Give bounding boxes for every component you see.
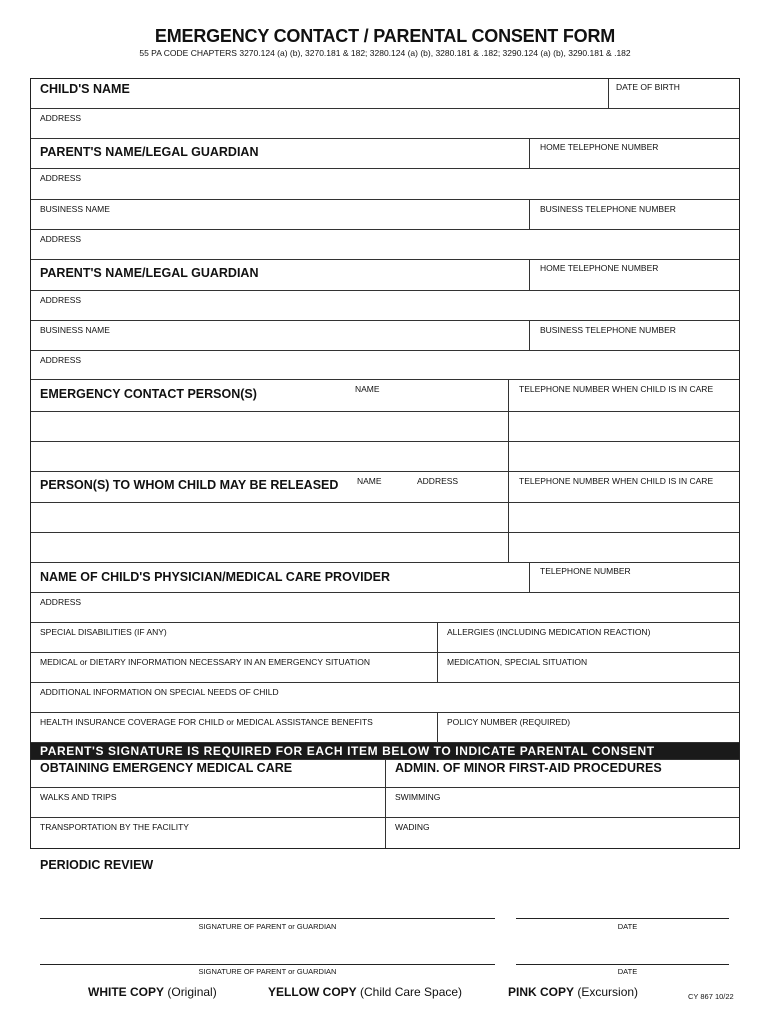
parent2-business-row <box>31 321 739 351</box>
yellow-copy-note <box>268 985 462 999</box>
parent1-business-label: BUSINESS NAME <box>40 204 110 214</box>
form-grid <box>30 78 740 849</box>
white-copy-purpose: (Original) <box>167 985 217 999</box>
form-title: EMERGENCY CONTACT / PARENTAL CONSENT FORM <box>154 26 616 46</box>
swimming-label: SWIMMING <box>395 792 441 802</box>
dietary-medication-row <box>31 653 739 683</box>
yellow-copy-label: YELLOW COPY <box>268 985 357 999</box>
swimming-consent-field[interactable] <box>385 788 739 817</box>
physician-phone-field[interactable] <box>529 563 739 592</box>
form-number: CY 867 10/22 <box>688 992 734 1001</box>
signature-2-label: SIGNATURE OF PARENT or GUARDIAN <box>198 967 337 976</box>
physician-address-label: ADDRESS <box>40 597 82 607</box>
signature-1-label: SIGNATURE OF PARENT or GUARDIAN <box>198 922 337 931</box>
signature-line-2[interactable] <box>40 964 495 965</box>
parent2-home-phone-label: HOME TELEPHONE NUMBER <box>540 263 659 273</box>
transportation-consent-field[interactable] <box>31 818 385 848</box>
date-line-2[interactable] <box>516 964 729 965</box>
release-phone-label: TELEPHONE NUMBER WHEN CHILD IS IN CARE <box>519 476 714 486</box>
release-name-label: NAME <box>357 476 382 486</box>
parent1-business-phone-field[interactable] <box>529 200 739 229</box>
additional-info-label: ADDITIONAL INFORMATION ON SPECIAL NEEDS OF CHILD <box>40 687 279 697</box>
white-copy-label: WHITE COPY <box>88 985 165 999</box>
white-copy-note <box>88 985 217 999</box>
wading-consent-field[interactable] <box>385 818 739 848</box>
parent1-home-phone-field[interactable] <box>529 139 739 168</box>
regulation-citation: 55 PA CODE CHAPTERS 3270.124 (a) (b), 3270.181 & 182; 3280.124 (a) (b), 3280.181 & .182; 3290.124 (a) (b), 3290.181 & .182 <box>139 48 631 58</box>
parent2-business-phone-field[interactable] <box>529 321 739 350</box>
parent2-name-label: PARENT'S NAME/LEGAL GUARDIAN <box>40 266 259 280</box>
emergency-name-label: NAME <box>355 384 380 394</box>
medication-field[interactable] <box>437 653 739 682</box>
parent2-name-row <box>31 260 739 291</box>
parent1-business-address-field[interactable] <box>31 230 739 260</box>
disabilities-field[interactable] <box>31 623 437 652</box>
date-of-birth-label: DATE OF BIRTH <box>616 82 680 92</box>
emergency-contact-heading: EMERGENCY CONTACT PERSON(S) <box>40 387 257 401</box>
date-1-label: DATE <box>617 922 638 931</box>
insurance-row <box>31 713 739 743</box>
emergency-care-consent-field[interactable] <box>31 760 385 787</box>
release-address-label: ADDRESS <box>417 476 459 486</box>
wading-label: WADING <box>395 822 430 832</box>
yellow-copy-purpose: (Child Care Space) <box>360 985 463 999</box>
emergency-care-label: OBTAINING EMERGENCY MEDICAL CARE <box>40 761 293 775</box>
policy-number-label: POLICY NUMBER (REQUIRED) <box>447 717 571 727</box>
physician-phone-label: TELEPHONE NUMBER <box>540 566 631 576</box>
transportation-label: TRANSPORTATION BY THE FACILITY <box>40 822 189 832</box>
child-address-field[interactable] <box>31 109 739 139</box>
allergies-field[interactable] <box>437 623 739 652</box>
medication-label: MEDICATION, SPECIAL SITUATION <box>447 657 588 667</box>
policy-number-field[interactable] <box>437 713 739 742</box>
release-heading: PERSON(S) TO WHOM CHILD MAY BE RELEASED <box>40 478 339 492</box>
release-person-row[interactable] <box>31 503 739 533</box>
pink-copy-label: PINK COPY <box>508 985 575 999</box>
parent2-address-label: ADDRESS <box>40 295 82 305</box>
consent-banner: PARENT'S SIGNATURE IS REQUIRED FOR EACH ITEM BELOW TO INDICATE PARENTAL CONSENT <box>31 743 739 760</box>
date-line-1[interactable] <box>516 918 729 919</box>
parent1-home-phone-label: HOME TELEPHONE NUMBER <box>540 142 659 152</box>
insurance-label: HEALTH INSURANCE COVERAGE FOR CHILD or MEDICAL ASSISTANCE BENEFITS <box>40 717 373 727</box>
pink-copy-purpose: (Excursion) <box>577 985 639 999</box>
additional-info-field[interactable] <box>31 683 739 713</box>
parent2-business-address-label: ADDRESS <box>40 355 82 365</box>
parent1-address-label: ADDRESS <box>40 173 82 183</box>
physician-address-field[interactable] <box>31 593 739 623</box>
physician-heading: NAME OF CHILD'S PHYSICIAN/MEDICAL CARE PROVIDER <box>40 570 390 584</box>
date-2-label: DATE <box>617 967 638 976</box>
parent1-name-label: PARENT'S NAME/LEGAL GUARDIAN <box>40 145 259 159</box>
parent2-business-label: BUSINESS NAME <box>40 325 110 335</box>
parent2-business-phone-label: BUSINESS TELEPHONE NUMBER <box>540 325 676 335</box>
walks-trips-label: WALKS AND TRIPS <box>40 792 117 802</box>
dietary-info-field[interactable] <box>31 653 437 682</box>
parent1-business-phone-label: BUSINESS TELEPHONE NUMBER <box>540 204 676 214</box>
parent1-address-field[interactable] <box>31 169 739 200</box>
emergency-phone-label: TELEPHONE NUMBER WHEN CHILD IS IN CARE <box>519 384 714 394</box>
emergency-contact-row[interactable] <box>31 442 739 472</box>
insurance-field[interactable] <box>31 713 437 742</box>
parent1-name-row <box>31 139 739 169</box>
parent2-address-field[interactable] <box>31 291 739 321</box>
physician-row <box>31 563 739 593</box>
dietary-info-label: MEDICAL or DIETARY INFORMATION NECESSARY IN AN EMERGENCY SITUATION <box>40 657 370 667</box>
release-phone-cell <box>508 472 739 502</box>
emergency-contact-header-row <box>31 380 739 412</box>
emergency-contact-row[interactable] <box>31 412 739 442</box>
disabilities-label: SPECIAL DISABILITIES (IF ANY) <box>40 627 167 637</box>
parent2-home-phone-field[interactable] <box>529 260 739 290</box>
first-aid-consent-field[interactable] <box>385 760 739 787</box>
consent-row-medical <box>31 760 739 788</box>
disabilities-allergies-row <box>31 623 739 653</box>
release-person-row[interactable] <box>31 533 739 563</box>
walks-trips-consent-field[interactable] <box>31 788 385 817</box>
child-address-label: ADDRESS <box>40 113 82 123</box>
emergency-phone-cell <box>508 380 739 411</box>
consent-row-walks <box>31 788 739 818</box>
child-name-row <box>31 79 739 109</box>
parent1-business-row <box>31 200 739 230</box>
release-header-row <box>31 472 739 503</box>
periodic-review-heading: PERIODIC REVIEW <box>40 858 154 872</box>
signature-line-1[interactable] <box>40 918 495 919</box>
parent1-business-address-label: ADDRESS <box>40 234 82 244</box>
allergies-label: ALLERGIES (INCLUDING MEDICATION REACTION) <box>447 627 651 637</box>
date-of-birth-field[interactable] <box>608 79 739 108</box>
child-name-label: CHILD'S NAME <box>40 82 130 96</box>
pink-copy-note <box>508 985 638 999</box>
consent-row-transport <box>31 818 739 848</box>
first-aid-label: ADMIN. OF MINOR FIRST-AID PROCEDURES <box>395 761 662 775</box>
parent2-business-address-field[interactable] <box>31 351 739 380</box>
